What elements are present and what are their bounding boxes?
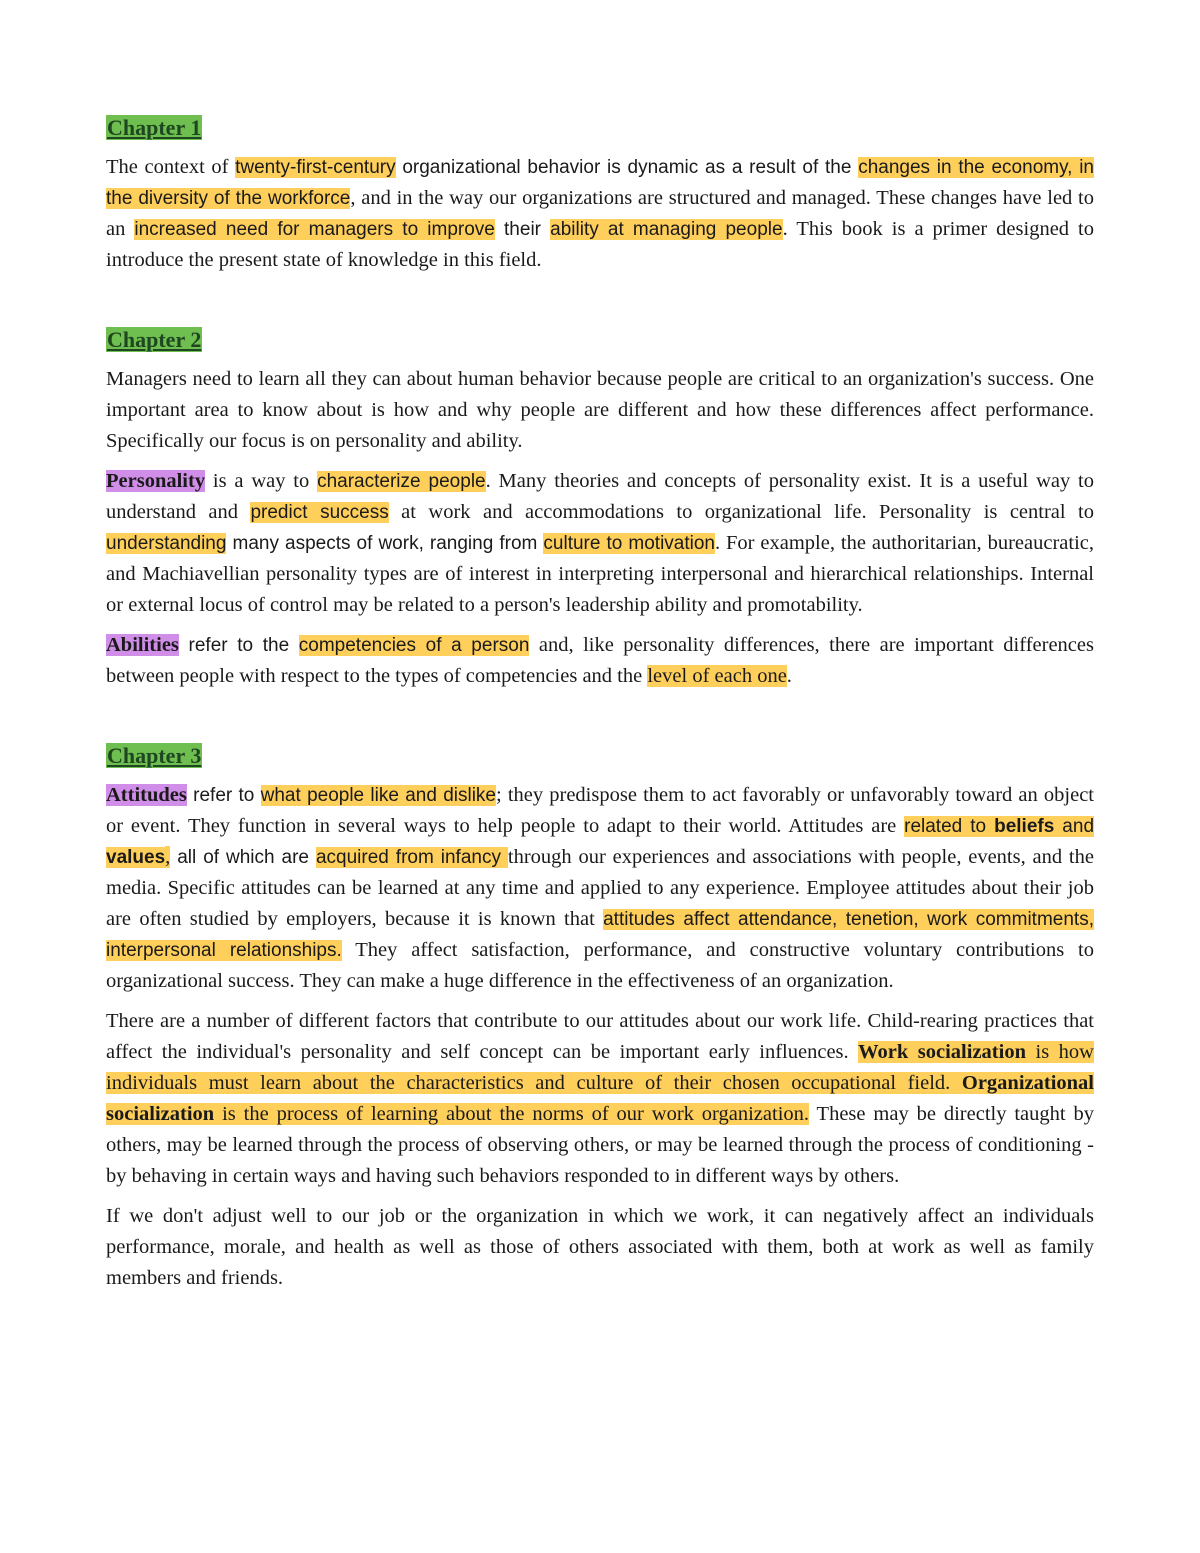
highlight: characterize people — [317, 471, 486, 492]
highlight: attitudes affect attendance, tenetion, work commitments, interpersonal relationships. — [106, 909, 1094, 961]
chapter-2-paragraph-1: Managers need to learn all they can about human behavior because people are critical to an organization's success. One important area to know about is how and why people are different and how these differences affect performance. Specifically our focus is on personality and ability. — [106, 368, 1094, 452]
highlight: changes in the economy, in the diversity of the workforce — [106, 157, 1095, 209]
highlight: ability at managing people — [550, 219, 783, 240]
chapter-3-paragraph-1: Attitudes refer to what people like and dislike; they predispose them to act favorably or unfavorably toward an object or event. They function in several ways to help people to adapt to their world. Attitudes are related to beliefs and values, all of which are acquired from infancy through our experiences and associations with people, events, and the media. Specific attitudes can be learned at any time and applied to any experience. Employee attitudes about their job are often studied by employers, because it is known that attitudes affect attendance, tenetion, work commitments, interpersonal relationships. They affect satisfaction, performance, and constructive voluntary contributions to organizational success. They can make a huge difference in the effectiveness of an organization. — [106, 784, 1095, 992]
chapter-3-paragraph-2: There are a number of different factors that contribute to our attitudes about our work life. Child-rearing practices that affect the individual's personality and self concept can be important early influences. Work socialization is how individuals must learn about the characteristics and culture of their chosen occupational field. Organizational socialization is the process of learning about the norms of our work organization. These may be directly taught by others, may be learned through the process of observing others, or may be learned through the process of conditioning - by behaving in certain ways and having such behaviors responded to in different ways by others. — [106, 1010, 1095, 1187]
highlight-bold: Work socialization — [858, 1041, 1026, 1063]
highlight-bold: beliefs — [994, 816, 1055, 837]
highlight: and — [1054, 816, 1095, 837]
chapter-1-section — [106, 112, 1094, 276]
chapter-3-section — [106, 740, 1094, 1294]
highlight: understanding — [106, 533, 227, 554]
highlight: competencies of a person — [298, 635, 530, 656]
key-term: Abilities — [106, 634, 179, 656]
highlight: level of each one — [647, 665, 787, 687]
highlight: culture to motivation — [543, 533, 715, 554]
highlight: what people like and dislike — [260, 785, 496, 806]
highlight: is how individuals must learn about the characteristics and culture of their chosen occupational field. — [106, 1041, 1094, 1094]
chapter-1-heading: Chapter 1 — [107, 115, 202, 140]
highlight: related to — [904, 816, 995, 837]
highlight: acquired from infancy — [315, 847, 508, 868]
highlight: twenty-first-century — [235, 157, 396, 178]
highlight-bold: values — [106, 847, 166, 868]
highlight-bold: Organizational socialization — [106, 1072, 1094, 1125]
chapter-2-paragraph-2: Personality is a way to characterize people. Many theories and concepts of personality exist. It is a useful way to understand and predict success at work and accommodations to organizational life. Personality is central to understanding many aspects of work, ranging from culture to motivation. For example, the authoritarian, bureaucratic, and Machiavellian personality types are of interest in interpreting interpersonal and hierarchical relationships. Internal or external locus of control may be related to a person's leadership ability and promotability. — [106, 470, 1095, 616]
chapter-2-section — [106, 324, 1094, 692]
highlight: is the process of learning about the norms of our work organization. — [214, 1103, 810, 1125]
chapter-3-paragraph-3: If we don't adjust well to our job or the organization in which we work, it can negatively affect an individuals performance, morale, and health as well as those of others associated with them, both at work as well as family members and friends. — [106, 1205, 1094, 1289]
chapter-3-heading: Chapter 3 — [107, 743, 202, 768]
chapter-2-heading: Chapter 2 — [107, 327, 202, 352]
highlight: increased need for managers to improve — [134, 219, 495, 240]
chapter-2-paragraph-3: Abilities refer to the competencies of a person and, like personality differences, there are important differences between people with respect to the types of competencies and the level of each one. — [106, 634, 1094, 687]
key-term: Personality — [106, 470, 206, 492]
key-term: Attitudes — [106, 784, 187, 806]
chapter-1-paragraph: The context of twenty-first-century organizational behavior is dynamic as a result of the changes in the economy, in the diversity of the workforce, and in the way our organizations are structured and managed. These changes have led to an increased need for managers to improve their ability at managing people. This book is a primer designed to introduce the present state of knowledge in this field. — [106, 156, 1095, 271]
highlight: , — [165, 846, 171, 868]
highlight: predict success — [250, 502, 389, 523]
